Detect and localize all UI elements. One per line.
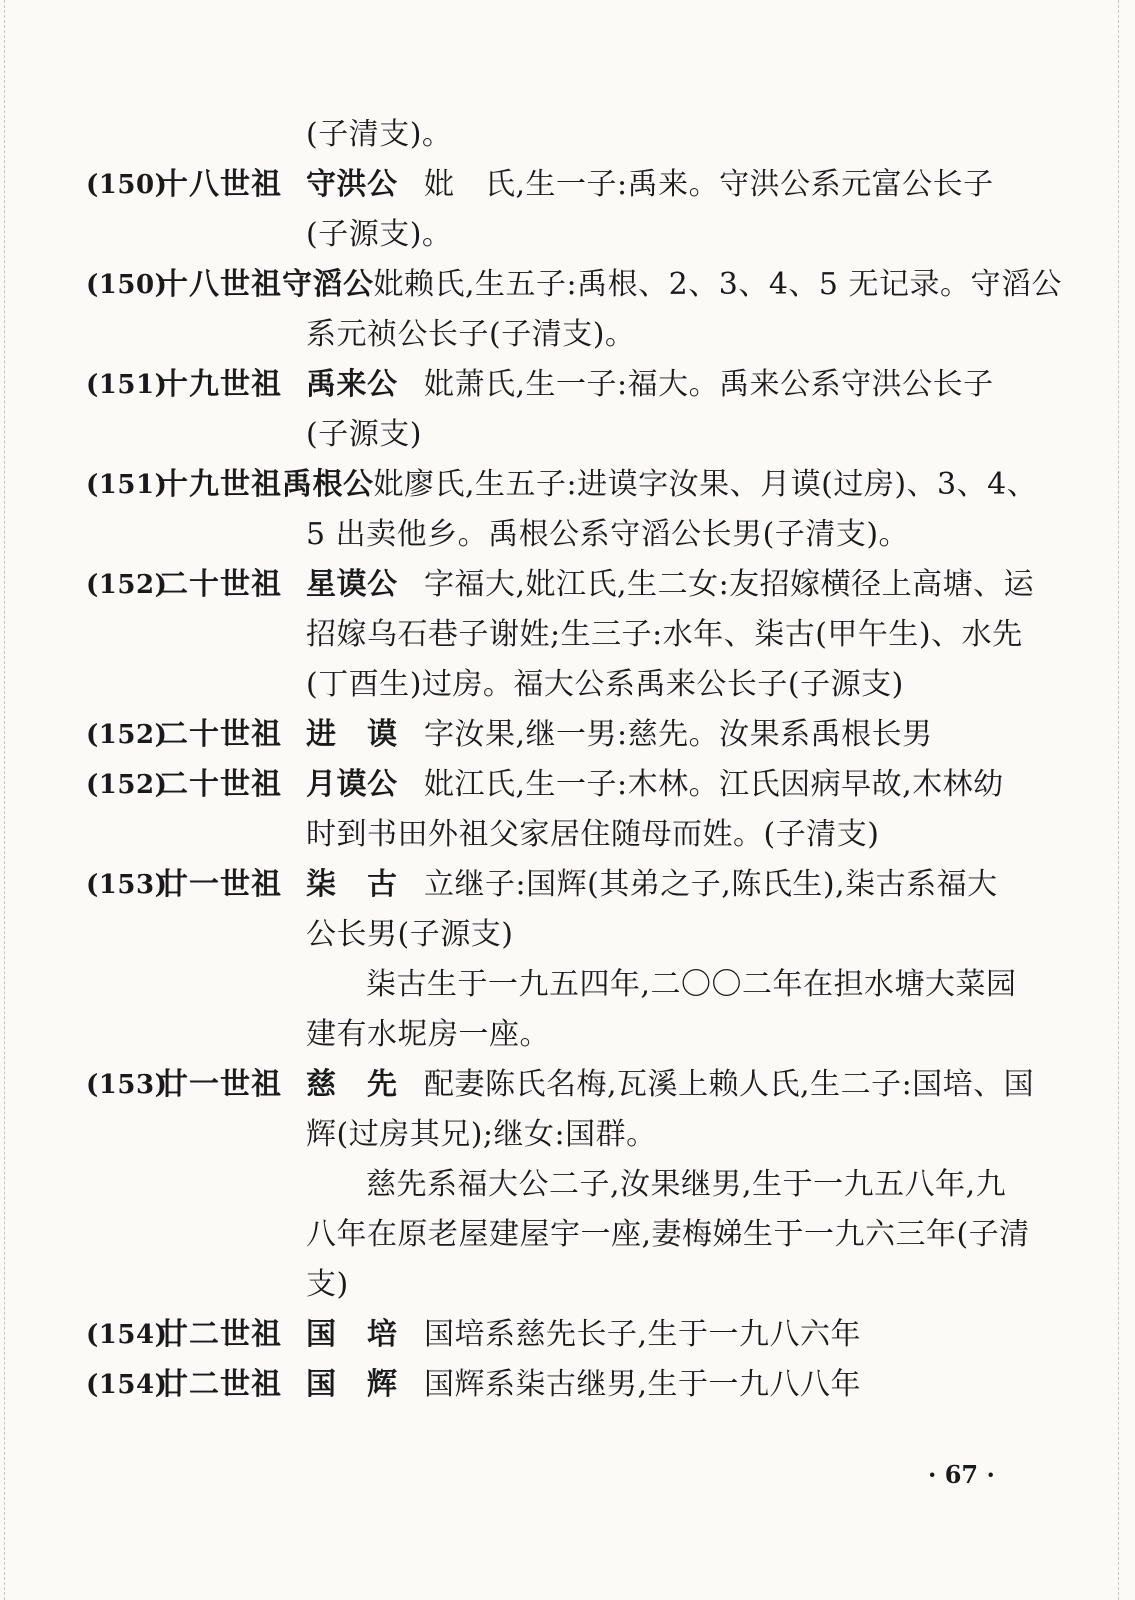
continuation-line: 时到书田外祖父家居住随母而姓。(子清支) (306, 817, 880, 852)
continuation-line: 支) (306, 1267, 349, 1302)
ancestor-name: 禹根公 (282, 467, 374, 502)
entry-id: (152) (86, 770, 168, 800)
entry-text: 妣赖氏,生五子:禹根、2、3、4、5 无记录。守滔公 (373, 267, 1063, 302)
entry-id: (153) (86, 870, 168, 900)
generation-label: 十八世祖 (158, 267, 282, 302)
entry-head-line (86, 1060, 1036, 1110)
ancestor-name: 国 培 (306, 1317, 398, 1352)
generation-label: 廿一世祖 (158, 1067, 282, 1102)
paragraph-line: 柒古生于一九五四年,二〇〇二年在担水塘大菜园 (366, 967, 1017, 1002)
entry-head-line (86, 1310, 1036, 1360)
entry-head-line (86, 860, 1036, 910)
page-edge-left (4, 0, 5, 1600)
generation-label: 二十世祖 (158, 767, 282, 802)
entry-text: 国培系慈先长子,生于一九八六年 (424, 1317, 862, 1352)
generation-label: 十八世祖 (158, 167, 282, 202)
continuation-line: (子清支)。 (306, 117, 453, 152)
generation-label: 十九世祖 (158, 367, 282, 402)
page-edge-right (1118, 0, 1119, 1600)
entry-head-line (86, 560, 1036, 610)
genealogy-page (86, 110, 1063, 1410)
continuation-line: (子源支)。 (306, 217, 453, 252)
continuation-line: 八年在原老屋建屋宇一座,妻梅娣生于一九六三年(子清 (306, 1217, 1030, 1252)
ancestor-name: 禹来公 (306, 367, 398, 402)
ancestor-name: 慈 先 (306, 1067, 398, 1102)
generation-label: 廿二世祖 (158, 1367, 282, 1402)
ancestor-name: 国 辉 (306, 1367, 398, 1402)
entry-id: (150) (86, 170, 168, 200)
entry-text: 妣 氏,生一子:禹来。守洪公系元富公长子 (424, 167, 994, 202)
entry-head-line (86, 760, 1036, 810)
ancestor-name: 守洪公 (306, 167, 398, 202)
entry-text: 妣江氏,生一子:木林。江氏因病早故,木林幼 (424, 767, 1004, 802)
entry-id: (154) (86, 1370, 168, 1400)
ancestor-name: 守滔公 (282, 267, 374, 302)
generation-label: 廿一世祖 (158, 867, 282, 902)
entry-id: (152) (86, 570, 168, 600)
continuation-line: 系元祯公长子(子清支)。 (306, 317, 636, 352)
entry-text: 妣萧氏,生一子:福大。禹来公系守洪公长子 (424, 367, 994, 402)
continuation-line: (丁酉生)过房。福大公系禹来公长子(子源支) (306, 667, 904, 702)
entry-text: 配妻陈氏名梅,瓦溪上赖人氏,生二子:国培、国 (424, 1067, 1035, 1102)
entry-text: 妣廖氏,生五子:进谟字汝果、月谟(过房)、3、4、 (373, 467, 1038, 502)
ancestor-name: 柒 古 (306, 867, 398, 902)
entry-head-line (86, 460, 1036, 510)
entry-head-line (86, 360, 1036, 410)
generation-label: 廿二世祖 (158, 1317, 282, 1352)
entry-id: (150) (86, 270, 168, 300)
ancestor-name: 月谟公 (306, 767, 398, 802)
paragraph-line: 慈先系福大公二子,汝果继男,生于一九五八年,九 (366, 1167, 1007, 1202)
continuation-line: 5 出卖他乡。禹根公系守滔公长男(子清支)。 (306, 517, 910, 552)
entry-id: (151) (86, 470, 168, 500)
entry-head-line (86, 260, 1063, 310)
entry-id: (152) (86, 720, 168, 750)
entry-text: 字福大,妣江氏,生二女:友招嫁横径上高塘、运 (424, 567, 1035, 602)
entry-id: (154) (86, 1320, 168, 1350)
entry-id: (153) (86, 1070, 168, 1100)
generation-label: 十九世祖 (158, 467, 282, 502)
entry-head-line (86, 160, 1036, 210)
entry-id: (151) (86, 370, 168, 400)
generation-label: 二十世祖 (158, 567, 282, 602)
ancestor-name: 星谟公 (306, 567, 398, 602)
continuation-line: 招嫁乌石巷子谢姓;生三子:水年、柒古(甲午生)、水先 (306, 617, 1023, 652)
ancestor-name: 进 谟 (306, 717, 398, 752)
page-number: · 67 · (928, 1460, 995, 1489)
continuation-line: 建有水坭房一座。 (306, 1017, 550, 1052)
entry-head-line (86, 1360, 1036, 1410)
continuation-line: 公长男(子源支) (306, 917, 514, 952)
entry-text: 立继子:国辉(其弟之子,陈氏生),柒古系福大 (424, 867, 998, 902)
continuation-line: (子源支) (306, 417, 422, 452)
continuation-line: 辉(过房其兄);继女:国群。 (306, 1117, 657, 1152)
entry-text: 字汝果,继一男:慈先。汝果系禹根长男 (424, 717, 933, 752)
entry-text: 国辉系柒古继男,生于一九八八年 (424, 1367, 862, 1402)
entry-head-line (86, 710, 1036, 760)
generation-label: 二十世祖 (158, 717, 282, 752)
